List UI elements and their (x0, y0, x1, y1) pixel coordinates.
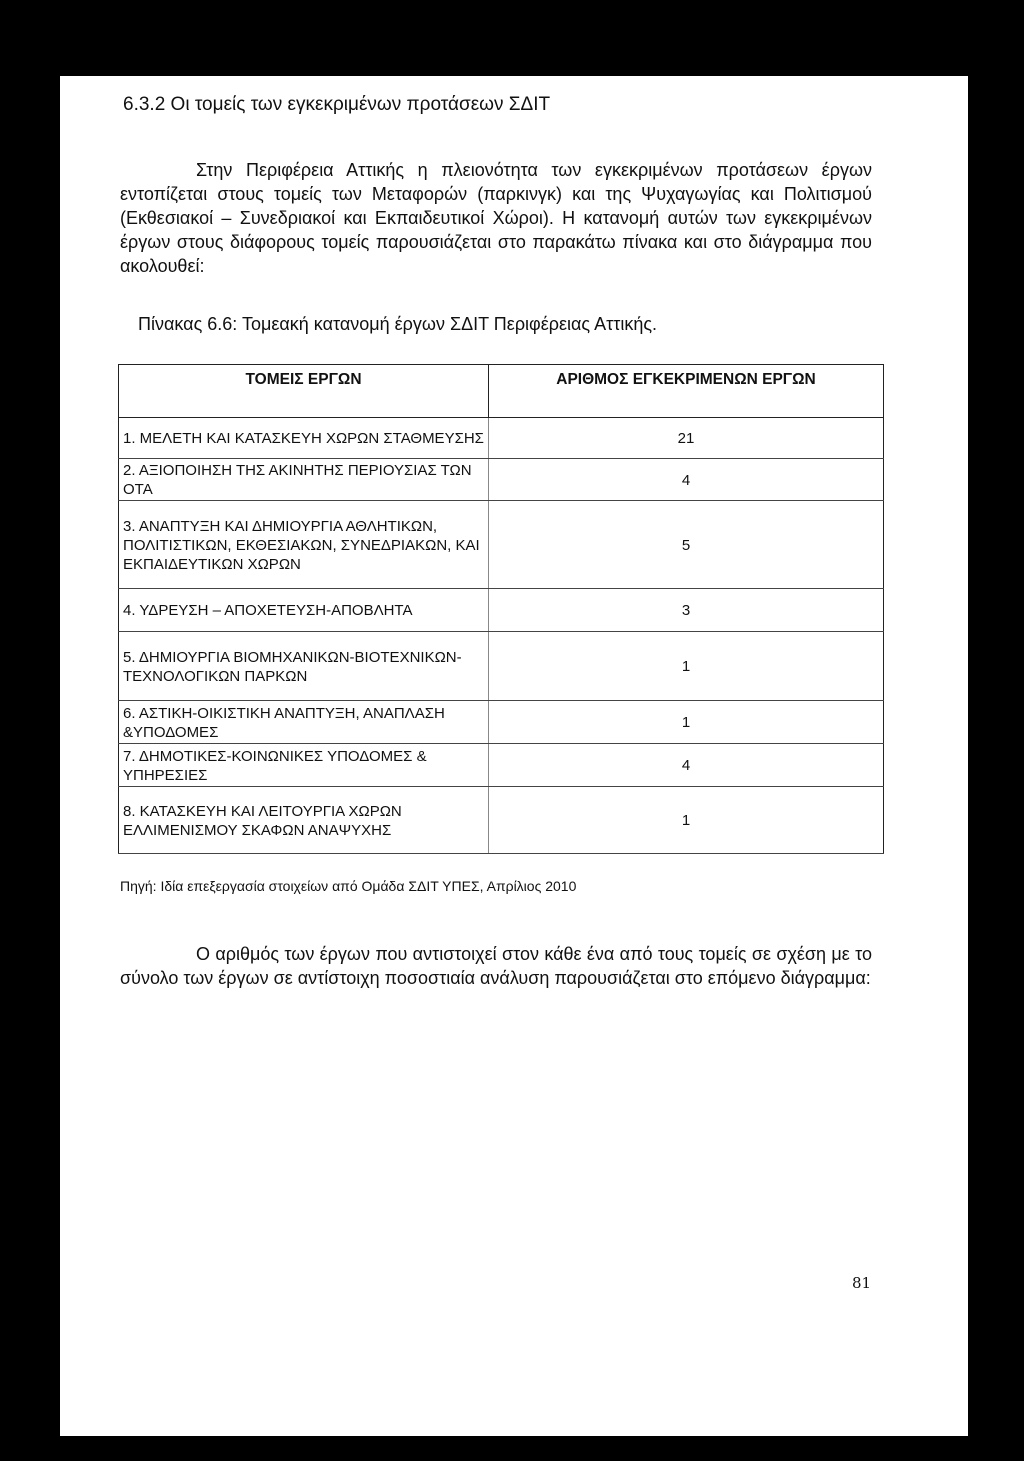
sector-name: 6. ΑΣΤΙΚΗ-ΟΙΚΙΣΤΙΚΗ ΑΝΑΠΤΥΞΗ, ΑΝΑΠΛΑΣΗ &ΥΠΟΔΟΜΕΣ (119, 701, 489, 744)
table-source-note: Πηγή: Ιδία επεξεργασία στοιχείων από Ομάδα ΣΔΙΤ ΥΠΕΣ, Απρίλιος 2010 (120, 878, 577, 894)
section-heading: 6.3.2 Οι τομείς των εγκεκριμένων προτάσεων ΣΔΙΤ (123, 94, 551, 115)
sector-name: 7. ΔΗΜΟΤΙΚΕΣ-ΚΟΙΝΩΝΙΚΕΣ ΥΠΟΔΟΜΕΣ & ΥΠΗΡΕΣΙΕΣ (119, 744, 489, 787)
table-caption: Πίνακας 6.6: Τομεακή κατανομή έργων ΣΔΙΤ Περιφέρειας Αττικής. (138, 314, 658, 334)
table-row (119, 418, 884, 459)
outro-paragraph: Ο αριθμός των έργων που αντιστοιχεί στον κάθε ένα από τους τομείς σε σχέση με το σύνολο των έργων σε αντίστοιχη ποσοστιαία ανάλυση παρουσιάζεται στο επόμενο διάγραμμα: (120, 944, 872, 988)
table-header-row (119, 365, 884, 418)
sector-table-grid (118, 364, 884, 854)
table-row (119, 787, 884, 854)
table-row (119, 701, 884, 744)
project-count: 1 (489, 701, 884, 744)
intro-paragraph: Στην Περιφέρεια Αττικής η πλειονότητα των εγκεκριμένων προτάσεων έργων εντοπίζεται στους τομείς των Μεταφορών (παρκινγκ) και της Ψυχαγωγίας και Πολιτισμού (Εκθεσιακοί – Συνεδριακοί και Εκπαιδευτικοί Χώροι). Η κατανομή αυτών των εγκεκριμένων έργων στους διάφορους τομείς παρουσιάζεται στο παρακάτω πίνακα και στο διάγραμμα που ακολουθεί: (120, 160, 872, 276)
sector-table (118, 364, 883, 854)
document-page (60, 76, 968, 1436)
project-count: 21 (489, 418, 884, 459)
header-sectors: ΤΟΜΕΙΣ ΕΡΓΩΝ (119, 365, 489, 418)
project-count: 1 (489, 632, 884, 701)
sector-name: 8. ΚΑΤΑΣΚΕΥΗ ΚΑΙ ΛΕΙΤΟΥΡΓΙΑ ΧΩΡΩΝ ΕΛΛΙΜΕΝΙΣΜΟΥ ΣΚΑΦΩΝ ΑΝΑΨΥΧΗΣ (119, 787, 489, 854)
table-row (119, 632, 884, 701)
sector-name: 3. ΑΝΑΠΤΥΞΗ ΚΑΙ ΔΗΜΙΟΥΡΓΙΑ ΑΘΛΗΤΙΚΩΝ, ΠΟΛΙΤΙΣΤΙΚΩΝ, ΕΚΘΕΣΙΑΚΩΝ, ΣΥΝΕΔΡΙΑΚΩΝ, ΚΑΙ ΕΚΠΑΙΔΕΥΤΙΚΩΝ ΧΩΡΩΝ (119, 501, 489, 589)
sector-name: 2. ΑΞΙΟΠΟΙΗΣΗ ΤΗΣ ΑΚΙΝΗΤΗΣ ΠΕΡΙΟΥΣΙΑΣ ΤΩΝ ΟΤΑ (119, 459, 489, 501)
table-row (119, 501, 884, 589)
sector-name: 5. ΔΗΜΙΟΥΡΓΙΑ ΒΙΟΜΗΧΑΝΙΚΩΝ-ΒΙΟΤΕΧΝΙΚΩΝ-ΤΕΧΝΟΛΟΓΙΚΩΝ ΠΑΡΚΩΝ (119, 632, 489, 701)
page-number: 81 (852, 1274, 872, 1292)
table-row (119, 459, 884, 501)
project-count: 3 (489, 589, 884, 632)
table-row (119, 744, 884, 787)
header-approved-count: ΑΡΙΘΜΟΣ ΕΓΚΕΚΡΙΜΕΝΩΝ ΕΡΓΩΝ (489, 365, 884, 418)
table-row (119, 589, 884, 632)
project-count: 5 (489, 501, 884, 589)
sector-name: 1. ΜΕΛΕΤΗ ΚΑΙ ΚΑΤΑΣΚΕΥΗ ΧΩΡΩΝ ΣΤΑΘΜΕΥΣΗΣ (119, 418, 489, 459)
sector-name: 4. ΥΔΡΕΥΣΗ – ΑΠΟΧΕΤΕΥΣΗ-ΑΠΟΒΛΗΤΑ (119, 589, 489, 632)
project-count: 4 (489, 459, 884, 501)
project-count: 4 (489, 744, 884, 787)
project-count: 1 (489, 787, 884, 854)
